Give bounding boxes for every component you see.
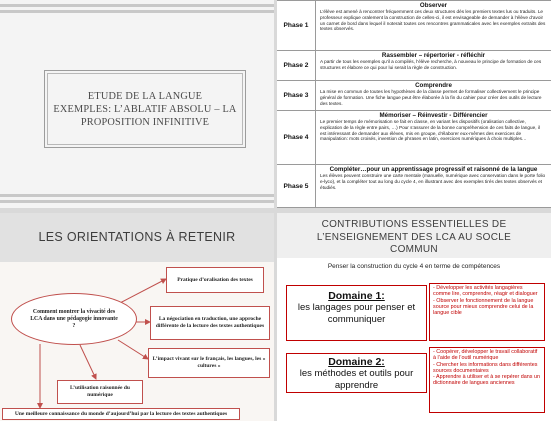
skill-item: - Développer les activités langagières comme lire, comprendre, réagir et dialoguer [433,285,538,298]
phase-title: Comprendre [415,82,452,89]
arrow [80,345,96,379]
mindmap [0,262,274,421]
phase-body [316,1,551,50]
domain-title: Domaine 1: [328,290,385,302]
phases-slide [277,0,551,208]
arrow [118,279,166,304]
phase-row [277,0,551,51]
skill-item: - Chercher les informations dans différentes sources documentaires [433,361,538,374]
title-line: PROPOSITION INFINITIVE [80,116,210,128]
phase-text: A partir de tous les exemples qu’il a compilés, l’élève recherche, à nouveau le principe de formation de ces structures et élabore ce qui pour lui serait la règle de construction. [320,59,542,70]
phase-text: La mise en commun de toutes les hypothèses de la classe permet de formaliser collectivement le principe général de formation. Une fiche langue peut être élaborée à la fin du cahier pour créer des outils de lecture des textes. [320,89,542,106]
skill-item: - Apprendre à utiliser et à se repérer dans un dictionnaire de langues anciennes [433,374,540,387]
phase-body [316,51,551,80]
slide-heading: LES ORIENTATIONS À RETENIR [38,230,236,244]
slide-header [277,213,551,258]
arrow [118,340,148,359]
phase-label: Phase 3 [277,81,316,110]
phase-text: Les élèves peuvent construire une carte mentale (manuelle, numérique avec conservation dans le porte folio e-lyco), et la compléter tout au long du cycle 4, en illustrant avec des exemples tirés des textes observés et étudiés. [320,173,546,190]
phase-row [277,165,551,208]
skill-item: - Observer le fonctionnement de la langue source pour mieux comprendre celui de la langue cible [433,297,534,317]
domain-skills [429,283,545,341]
phase-row [277,51,551,81]
phase-row [277,81,551,111]
phase-text: Le premier temps de mémorisation se fait en classe, en variant les dispositifs (oralisation collective, explication de la règle entre pairs, …) Pour s’assurer de la bonne compréhension de ces faits de langue, il est intéressant de demander aux élèves, mis en groupe, d’élaborer eux-mêmes des exercices de manipulation: mots croisés, invention de phrases en latin, exercices numériques à choix multiples… [320,119,540,142]
skill-item: - Coopérer, développer le travail collaboratif à l’aide de l’outil numérique [433,349,538,362]
phase-title: Compléter…pour un apprentissage progressif et raisonné de la langue [329,166,538,173]
phase-label: Phase 4 [277,111,316,164]
bottom-stripe [0,194,274,197]
orientation-box: Pratique d’oralisation des textes [166,267,264,293]
domain-subtitle: les langages pour penser et communiquer [297,302,416,325]
domain-box [286,353,427,393]
orientation-box: L’impact vivant sur le français, les langues, les « cultures » [148,348,270,378]
slide-title [52,78,238,140]
phase-title: Observer [419,2,448,9]
phase-label: Phase 5 [277,165,316,207]
domain-box [286,285,427,341]
top-stripe [0,4,274,7]
orientation-box: La négociation en traduction, une approche différente de la lecture des textes authentiques [150,306,270,340]
orientation-box: Une meilleure connaissance du monde d’aujourd’hui par la lecture des textes authentiques [2,408,240,420]
contributions-slide [277,213,551,421]
title-line: EXEMPLES: L’ABLATIF ABSOLU – LA [53,103,237,115]
central-question: Comment montrer la vivacité des LCA dans une pédagogie innovante ? [11,293,137,345]
phase-label: Phase 2 [277,51,316,80]
heading-line: L’ENSEIGNEMENT DES LCA AU SOCLE [316,231,512,243]
phase-body [316,81,551,110]
domain-skills [429,347,545,413]
domain-title: Domaine 2: [328,356,385,368]
title-slide [0,0,274,208]
phase-body [316,111,551,164]
phase-label: Phase 1 [277,1,316,50]
heading-line: CONTRIBUTIONS ESSENTIELLES DE [321,219,507,230]
domain-subtitle: les méthodes et outils pour apprendre [299,368,414,391]
slide-header [0,213,274,262]
top-stripe-2 [0,10,274,13]
slide-subtitle: Penser la construction du cycle 4 en terme de compétences [327,263,501,270]
heading-line: COMMUN [390,244,438,255]
phase-title: Rassembler – répertorier - réfléchir [381,52,486,59]
orientations-slide [0,213,274,421]
phase-text: L’élève est amené à rencontrer fréquemment ces deux structures dès les premiers textes lus ou traduits. Le professeur explique oralement la construction de celles-ci, il est envisageable de demander à l’élève d’avoir un carnet de bord dans lequel il noterait toutes ces rencontres grammaticales avec les exemples extraits des textes observés. [320,9,546,32]
slide-heading [281,219,547,257]
bottom-stripe-2 [0,200,274,203]
title-line: ETUDE DE LA LANGUE [87,90,203,102]
orientation-box: L’utilisation raisonnée du numérique [57,380,143,404]
phase-body [316,165,551,207]
phase-row [277,111,551,165]
phase-title: Mémoriser – Réinvestir - Différencier [379,112,488,119]
